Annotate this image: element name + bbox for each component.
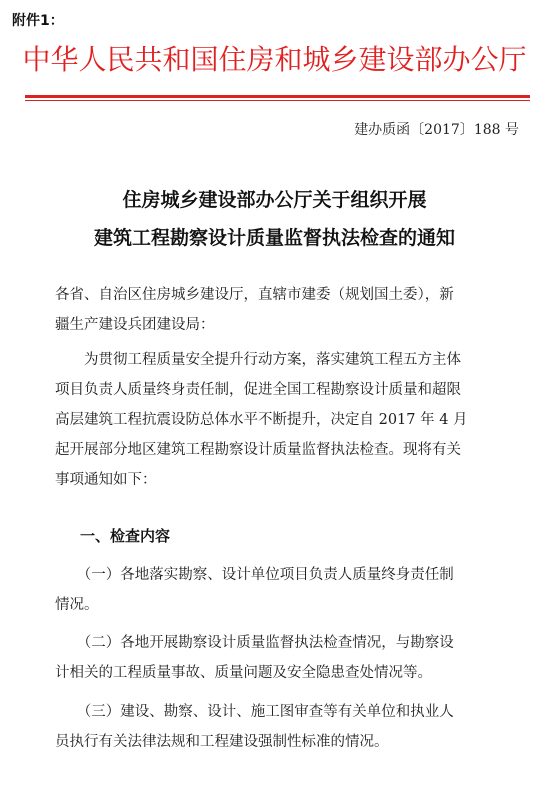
addressee-line: 各省、自治区住房城乡建设厅，直辖市建委（规划国土委），新	[55, 287, 454, 303]
item-line: 计相关的工程质量事故、质量问题及安全隐患查处情况等。	[55, 665, 432, 681]
item-line: （二）各地开展勘察设计质量监督执法检查情况，与勘察设	[55, 635, 454, 651]
letterhead-red-rule-thick	[25, 95, 530, 98]
document-title-line-1: 住房城乡建设部办公厅关于组织开展	[122, 189, 427, 211]
intro-line: 项目负责人质量终身责任制，促进全国工程勘察设计质量和超限	[55, 382, 461, 398]
item-line: （一）各地落实勘察、设计单位项目负责人质量终身责任制	[55, 567, 454, 583]
item-line: 情况。	[55, 597, 99, 613]
addressee-paragraph	[55, 280, 517, 340]
intro-line: 为贯彻工程质量安全提升行动方案，落实建筑工程五方主体	[55, 352, 461, 368]
intro-line: 事项通知如下：	[55, 472, 157, 488]
item-line: （三）建设、勘察、设计、施工图审查等有关单位和执业人	[55, 704, 454, 720]
addressee-line: 疆生产建设兵团建设局：	[55, 317, 215, 333]
document-number: 建办质函〔2017〕188 号	[354, 122, 519, 138]
item-2-paragraph	[55, 628, 517, 688]
item-1-paragraph	[55, 560, 517, 620]
document-title-line-2: 建筑工程勘察设计质量监督执法检查的通知	[93, 227, 455, 249]
intro-paragraph	[55, 345, 517, 495]
letterhead-org-name: 中华人民共和国住房和城乡建设部办公厅	[22, 43, 527, 76]
intro-line: 高层建筑工程抗震设防总体水平不断提升，决定自 2017 年 4 月	[55, 412, 468, 428]
section-heading-inspection-content: 一、检查内容	[80, 527, 171, 545]
intro-line: 起开展部分地区建筑工程勘察设计质量监督执法检查。现将有关	[55, 442, 461, 458]
item-line: 员执行有关法律法规和工程建设强制性标准的情况。	[55, 734, 389, 750]
attachment-label: 附件1：	[12, 13, 64, 29]
item-3-paragraph	[55, 697, 517, 757]
letterhead-red-rule-thin	[25, 100, 530, 101]
